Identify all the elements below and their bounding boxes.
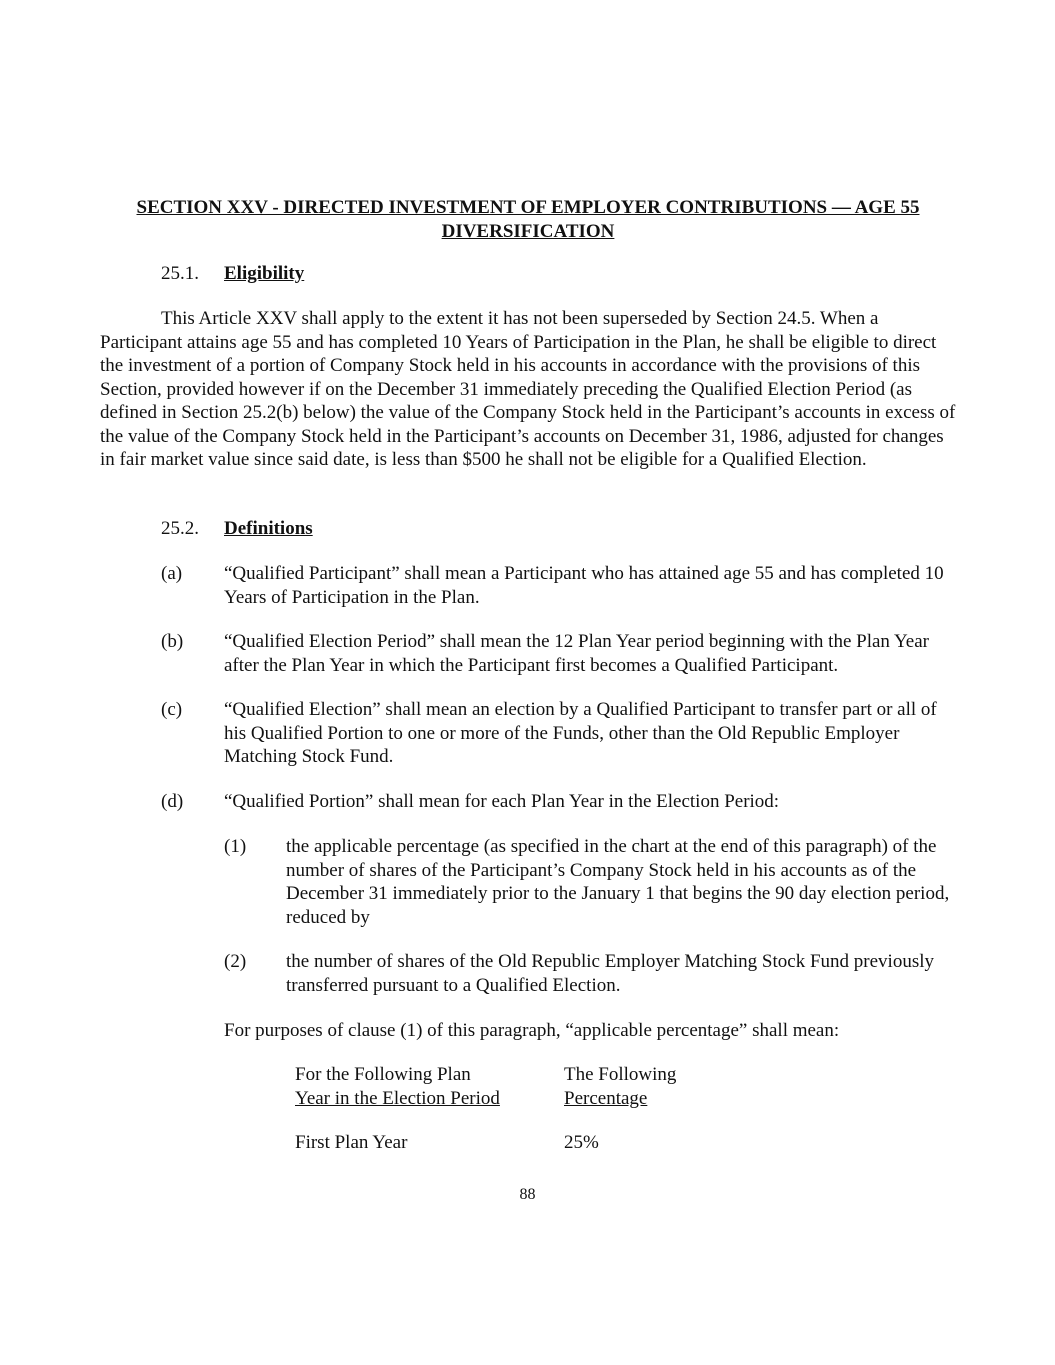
- table-header-col1: [295, 1063, 500, 1110]
- definition-d-label: (d): [161, 791, 184, 812]
- clause-1-text: the applicable percentage (as specified in the chart at the end of this paragraph) of the number of shares of the Participant’s Company Stock held in his accounts as of the December 31 immediately prior to the January 1 that begins the 90 day election period, reduced by: [286, 836, 950, 928]
- section-title: [100, 196, 956, 243]
- table-row-percentage: 25%: [564, 1132, 599, 1153]
- section-title-line-1: SECTION XXV - DIRECTED INVESTMENT OF EMPLOYER CONTRIBUTIONS — AGE 55: [136, 197, 920, 218]
- table-header-col2-line2: Percentage: [564, 1087, 648, 1109]
- section-25-2-number: 25.2.: [161, 518, 199, 539]
- section-25-1-heading: Eligibility: [224, 263, 305, 284]
- table-header-col1-line2: Year in the Election Period: [295, 1087, 500, 1109]
- applicable-percentage-intro: For purposes of clause (1) of this paragraph, “applicable percentage” shall mean:: [224, 1020, 840, 1041]
- definition-a-label: (a): [161, 563, 183, 584]
- table-header-col2-line1: The Following: [564, 1064, 677, 1085]
- definition-b-text: “Qualified Election Period” shall mean the 12 Plan Year period beginning with the Plan Year after the Plan Year in which the Participant first becomes a Qualified Participant.: [224, 631, 929, 676]
- definition-b-label: (b): [161, 631, 184, 652]
- section-25-1-number: 25.1.: [161, 263, 199, 284]
- table-header-col1-line1: For the Following Plan: [295, 1064, 471, 1085]
- section-title-line-2: DIVERSIFICATION: [441, 220, 615, 242]
- definition-a-text: “Qualified Participant” shall mean a Participant who has attained age 55 and has completed 10 Years of Participation in the Plan.: [224, 563, 944, 608]
- eligibility-paragraph: This Article XXV shall apply to the extent it has not been superseded by Section 24.5. When a Participant attains age 55 and has completed 10 Years of Participation in the Plan, he shall be eligible to direct the investment of a portion of Company Stock held in his accounts in accordance with the provisions of this Section, provided however if on the December 31 immediately preceding the Qualified Election Period (as defined in Section 25.2(b) below) the value of the Company Stock held in the Participant’s accounts in excess of the value of the Company Stock held in the Participant’s accounts on December 31, 1986, adjusted for changes in fair market value since said date, is less than $500 he shall not be eligible for a Qualified Election.: [100, 308, 956, 470]
- clause-2-text: the number of shares of the Old Republic Employer Matching Stock Fund previously transferred pursuant to a Qualified Election.: [286, 951, 934, 996]
- table-header-col2: [564, 1063, 676, 1110]
- clause-1-label: (1): [224, 836, 247, 857]
- definition-d-text: “Qualified Portion” shall mean for each Plan Year in the Election Period:: [224, 791, 780, 812]
- definition-c-text: “Qualified Election” shall mean an election by a Qualified Participant to transfer part or all of his Qualified Portion to one or more of the Funds, other than the Old Republic Employer Matching Stock Fund.: [224, 699, 937, 767]
- clause-2-label: (2): [224, 951, 247, 972]
- definition-c-label: (c): [161, 699, 183, 720]
- table-row-year: First Plan Year: [295, 1132, 408, 1153]
- section-25-2-heading: Definitions: [224, 518, 313, 539]
- page-number: 88: [519, 1186, 536, 1203]
